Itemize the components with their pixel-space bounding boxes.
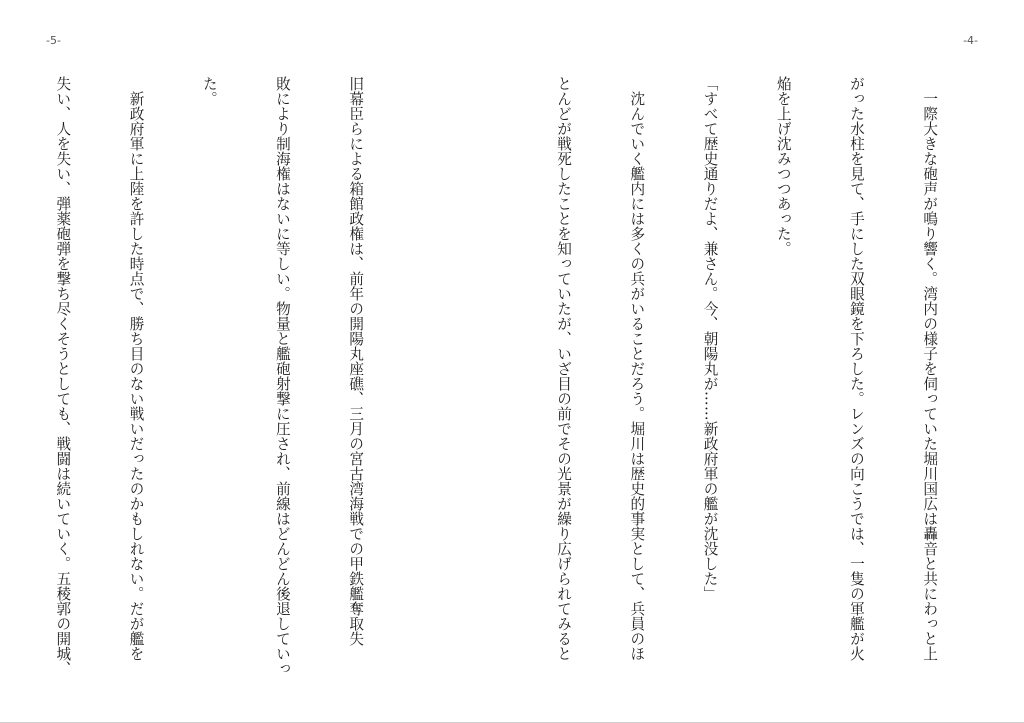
text-line: 失い、人を失い、弾薬砲弾を撃ち尽くそうとしても、戦闘は続いていく。五稜郭の開城、 (54, 76, 72, 676)
text-line: 一際大きな砲声が鳴り響く。湾内の様子を伺っていた堀川国広は轟音と共にわっと上 (921, 76, 939, 661)
body-text (0, 76, 416, 676)
text-line: 沈んでいく艦内には多くの兵がいることだろう。堀川は歴史的事実として、兵員のほ (628, 76, 646, 661)
text-line: 焔を上げ沈みつつあった。 (774, 76, 792, 256)
text-line: た。 (200, 76, 218, 106)
text-line: 新政府軍に上陸を許した時点で、勝ち目のない戦いだったのかもしれない。だが艦を (127, 76, 145, 661)
text-line: 旧幕臣らによる箱館政権は、前年の開陽丸座礁、三月の宮古湾海戦での甲鉄艦奪取失 (347, 76, 365, 646)
text-line (0, 76, 1, 676)
page-number: -5- (46, 34, 61, 47)
text-line: 敗により制海権はないに等しい。物量と艦砲射撃に圧され、前線はどんどん後退していっ (273, 76, 291, 676)
text-line: がった水柱を見て、手にした双眼鏡を下ろした。レンズの向こうでは、一隻の軍艦が火 (847, 76, 865, 661)
text-line: とんどが戦死したことを知っていたが、いざ目の前でその光景が繰り広げられてみると (555, 76, 573, 661)
text-line: 「すべて歴史通りだよ、兼さん。今、朝陽丸が……新政府軍の艦が沈没した」 (701, 76, 719, 601)
page-number: -4- (963, 34, 978, 47)
body-text (512, 76, 990, 676)
right-page (512, 0, 1024, 723)
